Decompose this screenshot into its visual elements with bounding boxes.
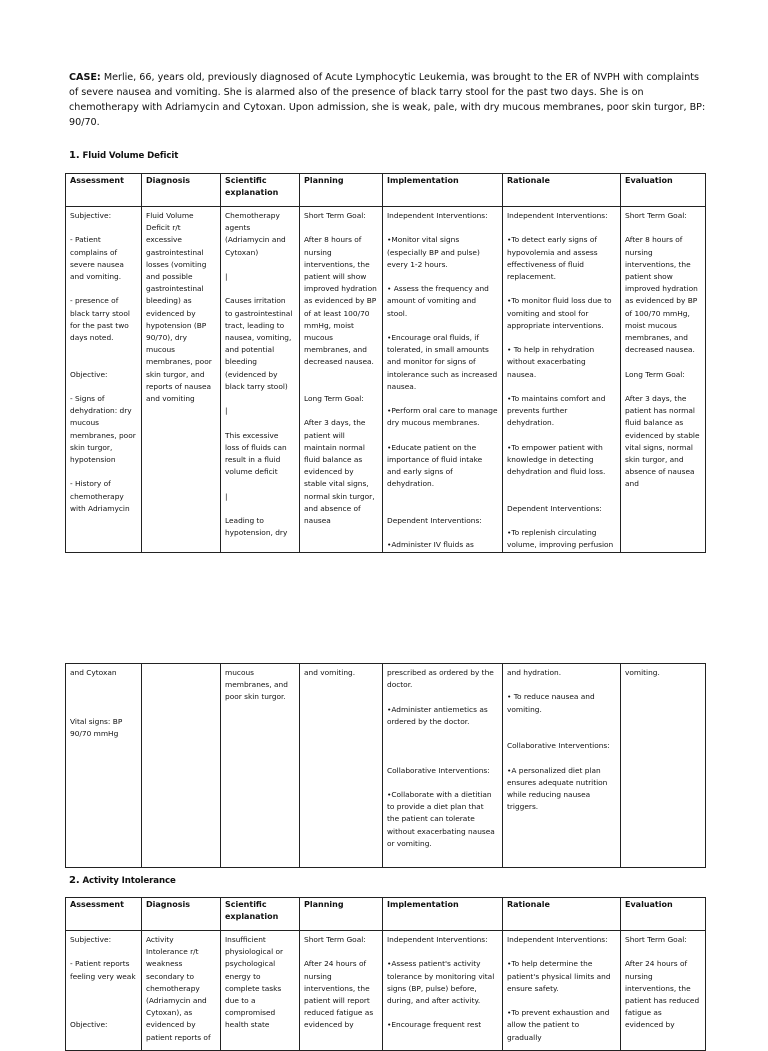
col-header-explanation: Scientific explanation (221, 174, 300, 207)
explanation-cell: Chemotherapy agents (Adriamycin and Cytoxan) | Causes irritation to gastrointestinal tract, leading to nausea, vomiting, and potential bleeding (evidenced by black tarry stool) | This excessive loss of fluids can result in a fluid volume deficit | Leading to hypotension, dry (221, 207, 300, 553)
section-1-heading (69, 150, 178, 161)
table-row (66, 931, 706, 1051)
col-header-diagnosis: Diagnosis (142, 898, 221, 931)
explanation-cell: Insufficient physiological or psychological energy to complete tasks due to a compromised health state (221, 931, 300, 1051)
col-header-implementation: Implementation (383, 898, 503, 931)
section-2-number: 2. (69, 875, 80, 886)
case-description (69, 70, 709, 130)
table-row (66, 207, 706, 553)
implementation-cell: Independent Interventions: •Monitor vital signs (especially BP and pulse) every 1-2 hours. • Assess the frequency and amount of vomiting and stool. •Encourage oral fluids, if tolerated, in small amounts and monitor for signs of intolerance such as increased nausea. •Perform oral care to manage dry mucous membranes. •Educate patient on the importance of fluid intake and early signs of dehydration. Dependent Interventions: •Administer IV fluids as (383, 207, 503, 553)
assessment-cell: and Cytoxan Vital signs: BP 90/70 mmHg (66, 664, 142, 868)
table-header-row (66, 898, 706, 931)
col-header-planning: Planning (300, 898, 383, 931)
col-header-diagnosis: Diagnosis (142, 174, 221, 207)
assessment-cell: Subjective: - Patient reports feeling very weak Objective: (66, 931, 142, 1051)
col-header-assessment: Assessment (66, 898, 142, 931)
explanation-cell: mucous membranes, and poor skin turgor. (221, 664, 300, 868)
col-header-rationale: Rationale (503, 898, 621, 931)
section-2-title: Activity Intolerance (82, 876, 176, 886)
diagnosis-cell: Fluid Volume Deficit r/t excessive gastrointestinal losses (vomiting and possible gastrointestinal bleeding) as evidenced by hypotension (BP 90/70), dry mucous membranes, poor skin turgor, and reports of nausea and vomiting (142, 207, 221, 553)
implementation-cell: Independent Interventions: •Assess patient's activity tolerance by monitoring vital signs (BP, pulse) before, during, and after activity. •Encourage frequent rest (383, 931, 503, 1051)
planning-cell: Short Term Goal: After 24 hours of nursing interventions, the patient will report reduced fatigue as evidenced by (300, 931, 383, 1051)
assessment-cell: Subjective: - Patient complains of severe nausea and vomiting. - presence of black tarry stool for the past two days noted. Objective: - Signs of dehydration: dry mucous membranes, poor skin turgor, hypotension - History of chemotherapy with Adriamycin (66, 207, 142, 553)
table-header-row (66, 174, 706, 207)
col-header-planning: Planning (300, 174, 383, 207)
fluid-volume-care-plan-continued (65, 663, 706, 868)
rationale-cell: and hydration. • To reduce nausea and vomiting. Collaborative Interventions: •A personalized diet plan ensures adequate nutrition while reducing nausea triggers. (503, 664, 621, 868)
planning-cell: Short Term Goal: After 8 hours of nursing interventions, the patient will show improved hydration as evidenced by BP of at least 100/70 mmHg, moist mucous membranes, and decreased nausea. Long Term Goal: After 3 days, the patient will maintain normal fluid balance as evidenced by stable vital signs, normal skin turgor, and absence of nausea (300, 207, 383, 553)
col-header-evaluation: Evaluation (621, 174, 706, 207)
col-header-explanation: Scientific explanation (221, 898, 300, 931)
rationale-cell: Independent Interventions: •To detect early signs of hypovolemia and assess effectiveness of fluid replacement. •To monitor fluid loss due to vomiting and stool for appropriate interventions. • To help in rehydration without exacerbating nausea. •To maintains comfort and prevents further dehydration. •To empower patient with knowledge in detecting dehydration and fluid loss. Dependent Interventions: •To replenish circulating volume, improving perfusion (503, 207, 621, 553)
col-header-rationale: Rationale (503, 174, 621, 207)
evaluation-cell: Short Term Goal: After 24 hours of nursing interventions, the patient has reduced fatigue as evidenced by (621, 931, 706, 1051)
col-header-assessment: Assessment (66, 174, 142, 207)
col-header-evaluation: Evaluation (621, 898, 706, 931)
col-header-implementation: Implementation (383, 174, 503, 207)
case-text: Merlie, 66, years old, previously diagnosed of Acute Lymphocytic Leukemia, was brought to the ER of NVPH with complaints of severe nausea and vomiting. She is alarmed also of the presence of black tarry stool for the past two days. She is on chemotherapy with Adriamycin and Cytoxan. Upon admission, she is weak, pale, with dry mucous membranes, poor skin turgor, BP: 90/70. (69, 72, 706, 128)
diagnosis-cell (142, 664, 221, 868)
section-2-heading (69, 875, 176, 886)
section-1-number: 1. (69, 150, 80, 161)
section-1-title: Fluid Volume Deficit (82, 151, 179, 161)
table-row (66, 664, 706, 868)
case-label: CASE: (69, 72, 101, 83)
evaluation-cell: vomiting. (621, 664, 706, 868)
diagnosis-cell: Activity Intolerance r/t weakness secondary to chemotherapy (Adriamycin and Cytoxan), as evidenced by patient reports of (142, 931, 221, 1051)
evaluation-cell: Short Term Goal: After 8 hours of nursing interventions, the patient show improved hydration as evidenced by BP of 100/70 mmHg, moist mucous membranes, and decreased nausea. Long Term Goal: After 3 days, the patient has normal fluid balance as evidenced by stable vital signs, normal skin turgor, and absence of nausea and (621, 207, 706, 553)
rationale-cell: Independent Interventions: •To help determine the patient's physical limits and ensure safety. •To prevent exhaustion and allow the patient to gradually (503, 931, 621, 1051)
implementation-cell: prescribed as ordered by the doctor. •Administer antiemetics as ordered by the doctor. Collaborative Interventions: •Collaborate with a dietitian to provide a diet plan that the patient can tolerate without exacerbating nausea or vomiting. (383, 664, 503, 868)
planning-cell: and vomiting. (300, 664, 383, 868)
activity-intolerance-care-plan-table (65, 897, 706, 1051)
fluid-volume-care-plan-table (65, 173, 706, 553)
